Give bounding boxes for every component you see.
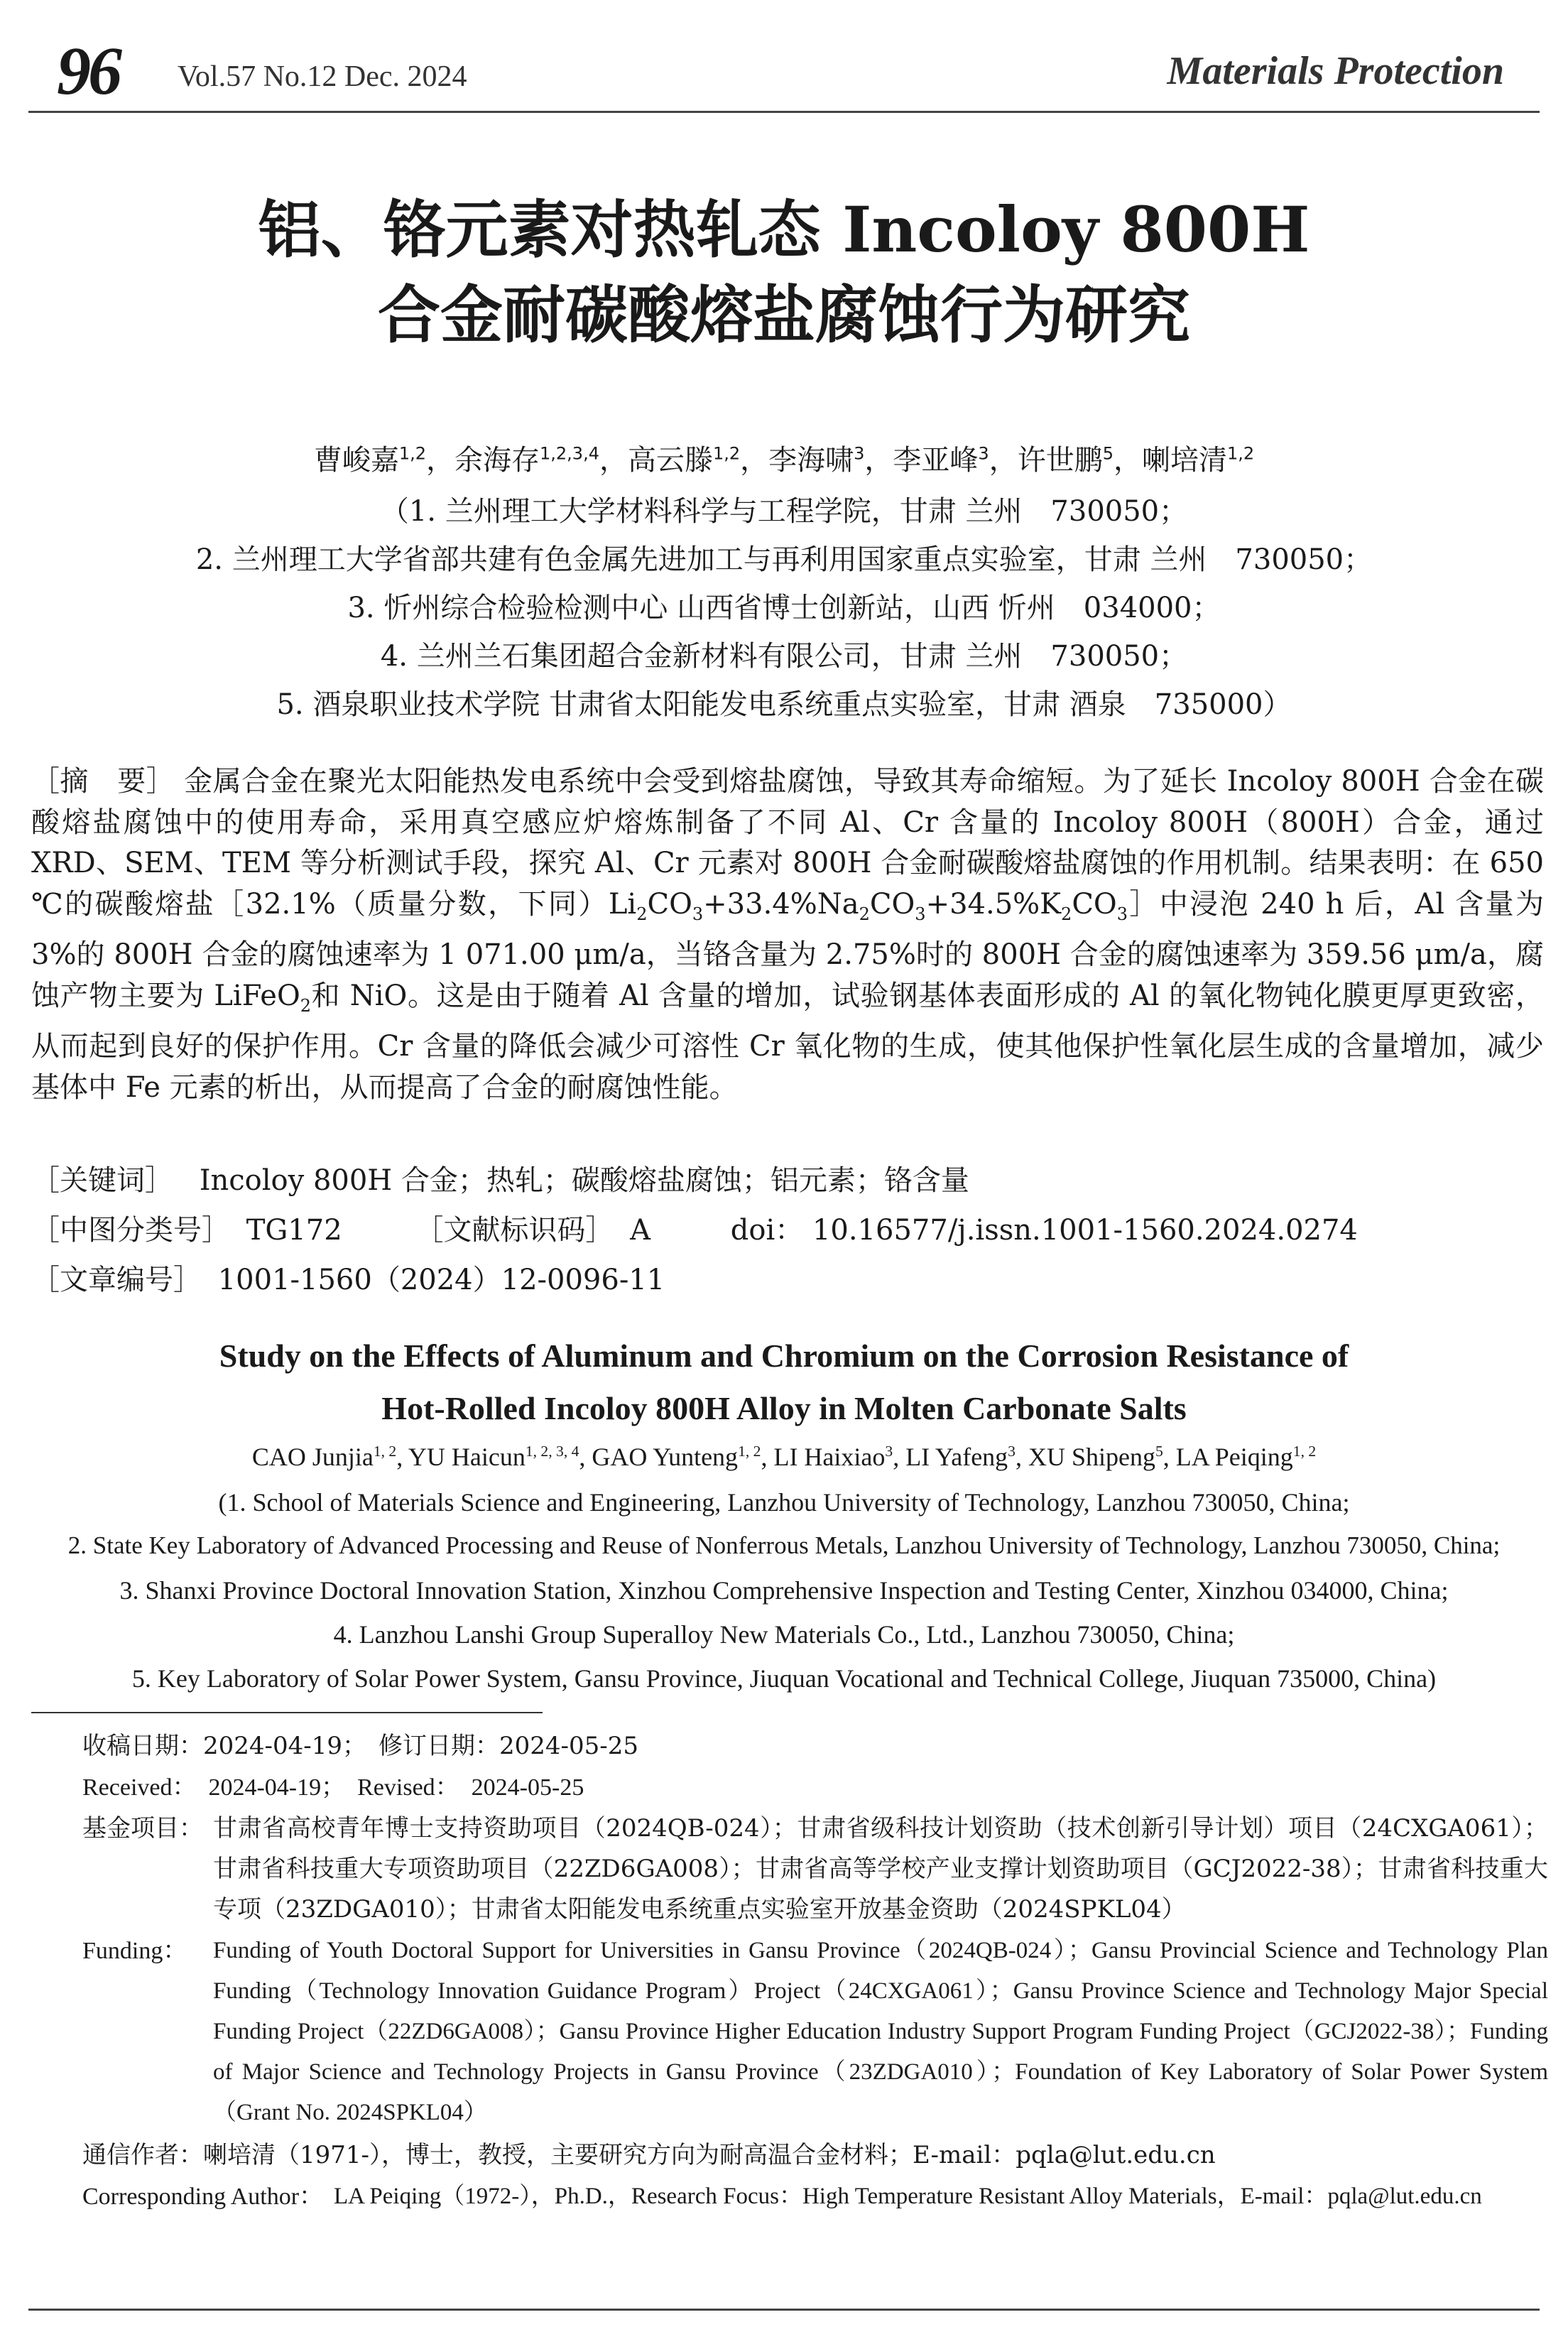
corresponding-author-en: LA Peiqing（1972-），Ph.D.，Research Focus：High Temperature Resistant Alloy Materials，E-mail：pqla@lut.edu.cn <box>334 2184 1482 2209</box>
footnote-rule <box>31 1712 543 1713</box>
title-en-line-2: Hot-Rolled Incoloy 800H Alloy in Molten Carbonate Salts <box>381 1390 1187 1426</box>
received-cn: 收稿日期：2024-04-19； 修订日期：2024-05-25 <box>82 1732 639 1760</box>
corresponding-author-en-label: Corresponding Author： <box>82 2184 324 2210</box>
authors-en: CAO Junjia$^{1, 2}$, YU Haicun$^{1, 2, 3, 4}$, GAO Yunteng$^{1, 2}$, LI Haixiao$^3$, LI Yafeng$^3$, XU Shipeng$^5$, LA Peiqing$^{1, 2}$ <box>251 1443 1317 1471</box>
keywords-text: Incoloy 800H 合金；热轧；碳酸熔盐腐蚀；铝元素；铬含量 <box>199 1164 969 1197</box>
title-cn-line-2: 合金耐碳酸熔盐腐蚀行为研究 <box>377 278 1190 352</box>
affiliation-cn-2: 2. 兰州理工大学省部共建有色金属先进加工与再利用国家重点实验室，甘肃 兰州 730050； <box>195 543 1373 576</box>
doi-label: doi： <box>730 1214 804 1247</box>
bottom-rule <box>28 2309 1540 2311</box>
article-number-value: 1001-1560（2024）12-0096-11 <box>217 1264 665 1296</box>
fund-cn: 甘肃省高校青年博士支持资助项目（2024QB-024）；甘肃省级科技计划资助（技术创新引导计划）项目（24CXGA061）；甘肃省科技重大专项资助项目（22ZD6GA008）；甘肃省高等学校产业支撑计划资助项目（GCJ2022-38）；甘肃省科技重大专项（23ZDGA010）；甘肃省太阳能发电系统重点实验室开放基金资助（2024SPKL04） <box>213 1814 1548 1924</box>
classification-row <box>31 1208 1358 1248</box>
article-number-label: ［文章编号］ <box>31 1264 202 1296</box>
abstract <box>31 761 1544 1108</box>
doc-code-value: A <box>630 1214 651 1247</box>
abstract-label: ［摘 要］ <box>31 765 175 798</box>
affiliation-en-1: (1. School of Materials Science and Engineering, Lanzhou University of Technology, Lanzhou 730050, China; <box>218 1488 1350 1517</box>
journal-name: Materials Protection <box>1167 49 1504 93</box>
header-rule <box>28 111 1540 113</box>
page-number: 96 <box>57 33 119 109</box>
corresponding-author-cn: 通信作者：喇培清（1971-），博士，教授，主要研究方向为耐高温合金材料；E-mail：pqla@lut.edu.cn <box>82 2141 1216 2169</box>
fund-en: Funding of Youth Doctoral Support for Universities in Gansu Province（2024QB-024）；Gansu Provincial Science and Technology Plan Funding（Technology Innovation Guidance Program）Project（24CXGA061）；Gansu Province Science and Technology Major Special Funding Project（22ZD6GA008）；Gansu Province Higher Education Industry Support Program Funding Project（GCJ2022-38）；Funding of Major Science and Technology Projects in Gansu Province（23ZDGA010）；Foundation of Key Laboratory of Solar Power System（Grant No. 2024SPKL04） <box>213 1938 1548 2125</box>
affiliation-cn-1: （1. 兰州理工大学材料科学与工程学院，甘肃 兰州 730050； <box>380 495 1188 528</box>
title-en-line-1: Study on the Effects of Aluminum and Chromium on the Corrosion Resistance of <box>219 1338 1349 1374</box>
affiliation-en-2: 2. State Key Laboratory of Advanced Processing and Reuse of Nonferrous Metals, Lanzhou University of Technology, Lanzhou 730050, China; <box>67 1531 1501 1559</box>
affiliation-en-5: 5. Key Laboratory of Solar Power System, Gansu Province, Jiuquan Vocational and Technical College, Jiuquan 735000, China) <box>131 1664 1437 1693</box>
affiliation-en-4: 4. Lanzhou Lanshi Group Superalloy New Materials Co., Ltd., Lanzhou 730050, China; <box>333 1620 1235 1649</box>
keywords-label: ［关键词］ <box>31 1164 173 1197</box>
affiliation-cn-3: 3. 忻州综合检验检测中心 山西省博士创新站，山西 忻州 034000； <box>347 592 1221 624</box>
doc-code-label: ［文献标识码］ <box>415 1214 614 1247</box>
authors-cn: 曹峻嘉$^{1,2}$，余海存$^{1,2,3,4}$，高云滕$^{1,2}$，李海啸$^3$，李亚峰$^3$，许世鹏$^5$，喇培清$^{1,2}$ <box>313 443 1255 477</box>
keywords <box>31 1158 969 1198</box>
clc-value: TG172 <box>246 1214 342 1247</box>
clc-label: ［中图分类号］ <box>31 1214 230 1247</box>
affiliation-cn-5: 5. 酒泉职业技术学院 甘肃省太阳能发电系统重点实验室，甘肃 酒泉 735000） <box>276 688 1292 721</box>
fund-en-label: Funding： <box>82 1938 187 1964</box>
affiliation-en-3: 3. Shanxi Province Doctoral Innovation Station, Xinzhou Comprehensive Inspection and Testing Center, Xinzhou 034000, China; <box>119 1576 1449 1605</box>
abstract-text: 金属合金在聚光太阳能热发电系统中会受到熔盐腐蚀，导致其寿命缩短。为了延长 Incoloy 800H 合金在碳酸熔盐腐蚀中的使用寿命，采用真空感应炉熔炼制备了不同 Al、Cr 含量的 Incoloy 800H（800H）合金，通过 XRD、SEM、TEM 等分析测试手段，探究 Al、Cr 元素对 800H 合金耐碳酸熔盐腐蚀的作用机制。结果表明：在 650 ℃的碳酸熔盐［32.1%（质量分数，下同）$Li_2CO_3+33.4\%Na_2CO_3+34.5\%K_2CO_3]$中浸泡 240 h 后，Al 含量为 3%的 800H 合金的腐蚀速率为 1 071.00 μm/a，当铬含量为 2.75%时的 800H 合金的腐蚀速率为 359.56 μm/a，腐蚀产物主要为 LiFeO$_2$和 NiO。这是由于随着 Al 含量的增加，试验钢基体表面形成的 Al 的氧化物钝化膜更厚更致密，从而起到良好的保护作用。Cr 含量的降低会减少可溶性 Cr 氧化物的生成，使其他保护性氧化层生成的含量增加，减少基体中 Fe 元素的析出，从而提高了合金的耐腐蚀性能。 <box>31 765 1545 1104</box>
affiliation-cn-4: 4. 兰州兰石集团超合金新材料有限公司，甘肃 兰州 730050； <box>380 640 1188 673</box>
fund-cn-label: 基金项目： <box>82 1814 203 1843</box>
title-cn-line-1: 铝、铬元素对热轧态 Incoloy 800H <box>258 192 1310 266</box>
volume-info: Vol.57 No.12 Dec. 2024 <box>178 60 467 93</box>
received-en: Received： 2024-04-19； Revised： 2024-05-25 <box>82 1774 584 1801</box>
doi-value[interactable]: 10.16577/j.issn.1001-1560.2024.0274 <box>812 1214 1358 1247</box>
article-number-row <box>31 1257 665 1298</box>
